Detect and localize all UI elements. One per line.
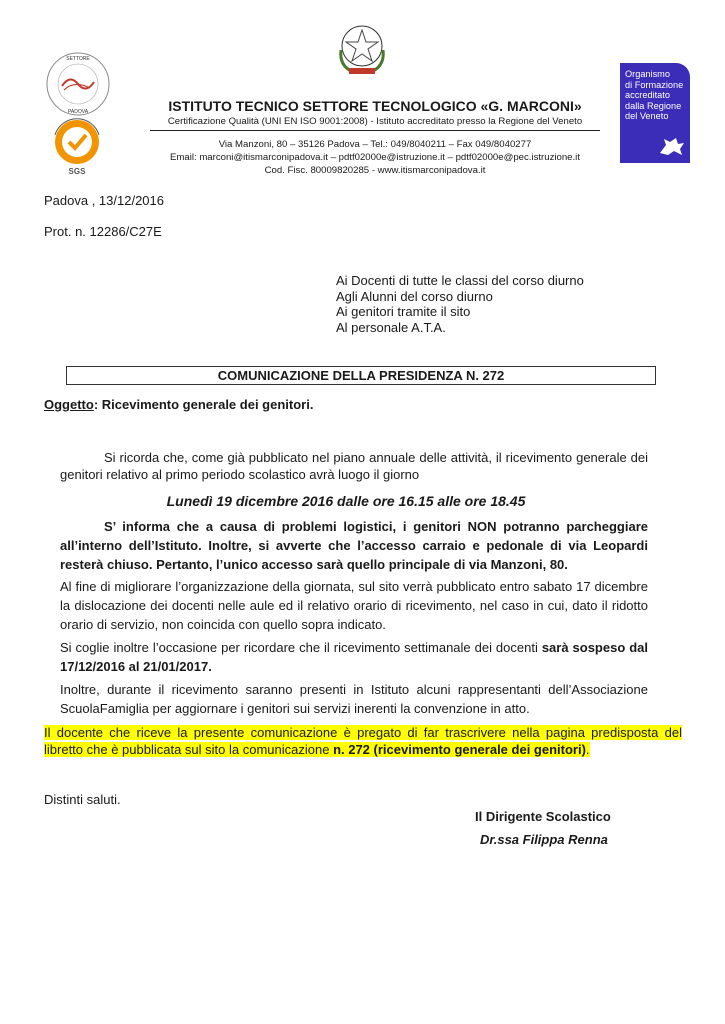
marconi-school-logo xyxy=(44,50,112,118)
regione-line: Organismo xyxy=(625,69,670,79)
subject-text: : Ricevimento generale dei genitori. xyxy=(93,397,314,412)
tax-code-line: Cod. Fisc. 80009820285 - www.itismarconipadova.it xyxy=(264,165,486,176)
regione-line: dalla Regione xyxy=(625,100,682,111)
regione-line: accreditato xyxy=(625,90,670,100)
protocol-number: Prot. n. 12286/C27E xyxy=(44,224,162,239)
header-divider xyxy=(150,130,600,131)
recipient-line: Agli Alunni del corso diurno xyxy=(336,288,493,304)
signature-name: Dr.ssa Filippa Renna xyxy=(480,832,608,847)
sgs-iso-certification-logo xyxy=(46,115,108,177)
paragraph-parking-notice: S’ informa che a causa di problemi logistici, i genitori NON potranno parcheggiare all’interno dell’Istituto. Inoltre, si avverte che l’accesso carraio e pedonale di via Leopardi resterà chiuso. Pertanto, l’unico accesso sarà quello principale di via Manzoni, 80. xyxy=(60,519,648,572)
suspension-dates: sarà sospeso dal 17/12/2016 al 21/01/2017. xyxy=(60,640,649,674)
regione-line: del Veneto xyxy=(625,111,669,121)
paragraph-suspension xyxy=(60,638,648,676)
email-line: Email: marconi@itismarconipadova.it – pdtf02000e@istruzione.it – pdtf02000e@pec.istruzione.it xyxy=(170,152,580,163)
paragraph-intro: Si ricorda che, come già pubblicato nel piano annuale delle attività, il ricevimento generale dei genitori relativo al primo periodo scolastico avrà luogo il giorno xyxy=(60,450,648,482)
meeting-date-line: Lunedì 19 dicembre 2016 dalle ore 16.15 alle ore 18.45 xyxy=(166,493,526,509)
paragraph-association: Inoltre, durante il ricevimento saranno presenti in Istituto alcuni rappresentanti dell’Associazione ScuolaFamiglia per aggiornare i genitori sui servizi inerenti la convenzione in atto. xyxy=(60,682,648,716)
place-and-date: Padova , 13/12/2016 xyxy=(44,193,164,208)
recipient-line: Al personale A.T.A. xyxy=(336,319,446,335)
recipient-line: Ai Docenti di tutte le classi del corso diurno xyxy=(336,273,584,288)
instruction-reference: n. 272 (ricevimento generale dei genitori) xyxy=(333,742,586,757)
recipients-list xyxy=(336,273,584,335)
svg-text:PADOVA: PADOVA xyxy=(67,109,89,115)
lion-icon xyxy=(658,135,686,157)
communication-title-box: COMUNICAZIONE DELLA PRESIDENZA N. 272 xyxy=(66,366,656,385)
instruction-end: . xyxy=(585,742,590,757)
school-title: ISTITUTO TECNICO SETTORE TECNOLOGICO «G. MARCONI» xyxy=(168,98,582,114)
paragraph-highlighted-instruction xyxy=(44,724,682,758)
svg-text:SETTORE: SETTORE xyxy=(66,56,90,62)
italian-republic-emblem xyxy=(333,20,391,80)
closing-greeting: Distinti saluti. xyxy=(44,792,121,807)
address-line: Via Manzoni, 80 – 35126 Padova – Tel.: 049/8040211 – Fax 049/8040277 xyxy=(218,139,532,150)
regione-veneto-badge xyxy=(620,63,690,163)
suspension-text: Si coglie inoltre l’occasione per ricordare che il ricevimento settimanale dei docenti xyxy=(60,640,542,655)
contact-block xyxy=(140,138,610,177)
svg-text:SGS: SGS xyxy=(68,167,86,176)
instruction-text: Il docente che riceve la presente comunicazione è pregato di far trascrivere nella pagina predisposta del libretto che è pubblicata sul sito la comunicazione xyxy=(44,725,682,757)
signature-role: Il Dirigente Scolastico xyxy=(475,809,611,824)
subject-label: Oggetto xyxy=(44,397,94,412)
paragraph-schedule: Al fine di migliorare l’organizzazione della giornata, sul sito verrà pubblicato entro sabato 17 dicembre la dislocazione dei docenti nelle aule ed il relativo orario di ricevimento, nel caso in cui, dato il ridotto orario di servizio, non coincida con quello sopra indicato. xyxy=(60,579,648,632)
regione-line: di Formazione xyxy=(625,79,684,90)
recipient-line: Ai genitori tramite il sito xyxy=(336,304,471,319)
subject-line xyxy=(44,397,313,413)
certification-line: Certificazione Qualità (UNI EN ISO 9001:2008) - Istituto accreditato presso la Regione del Veneto xyxy=(167,116,583,127)
